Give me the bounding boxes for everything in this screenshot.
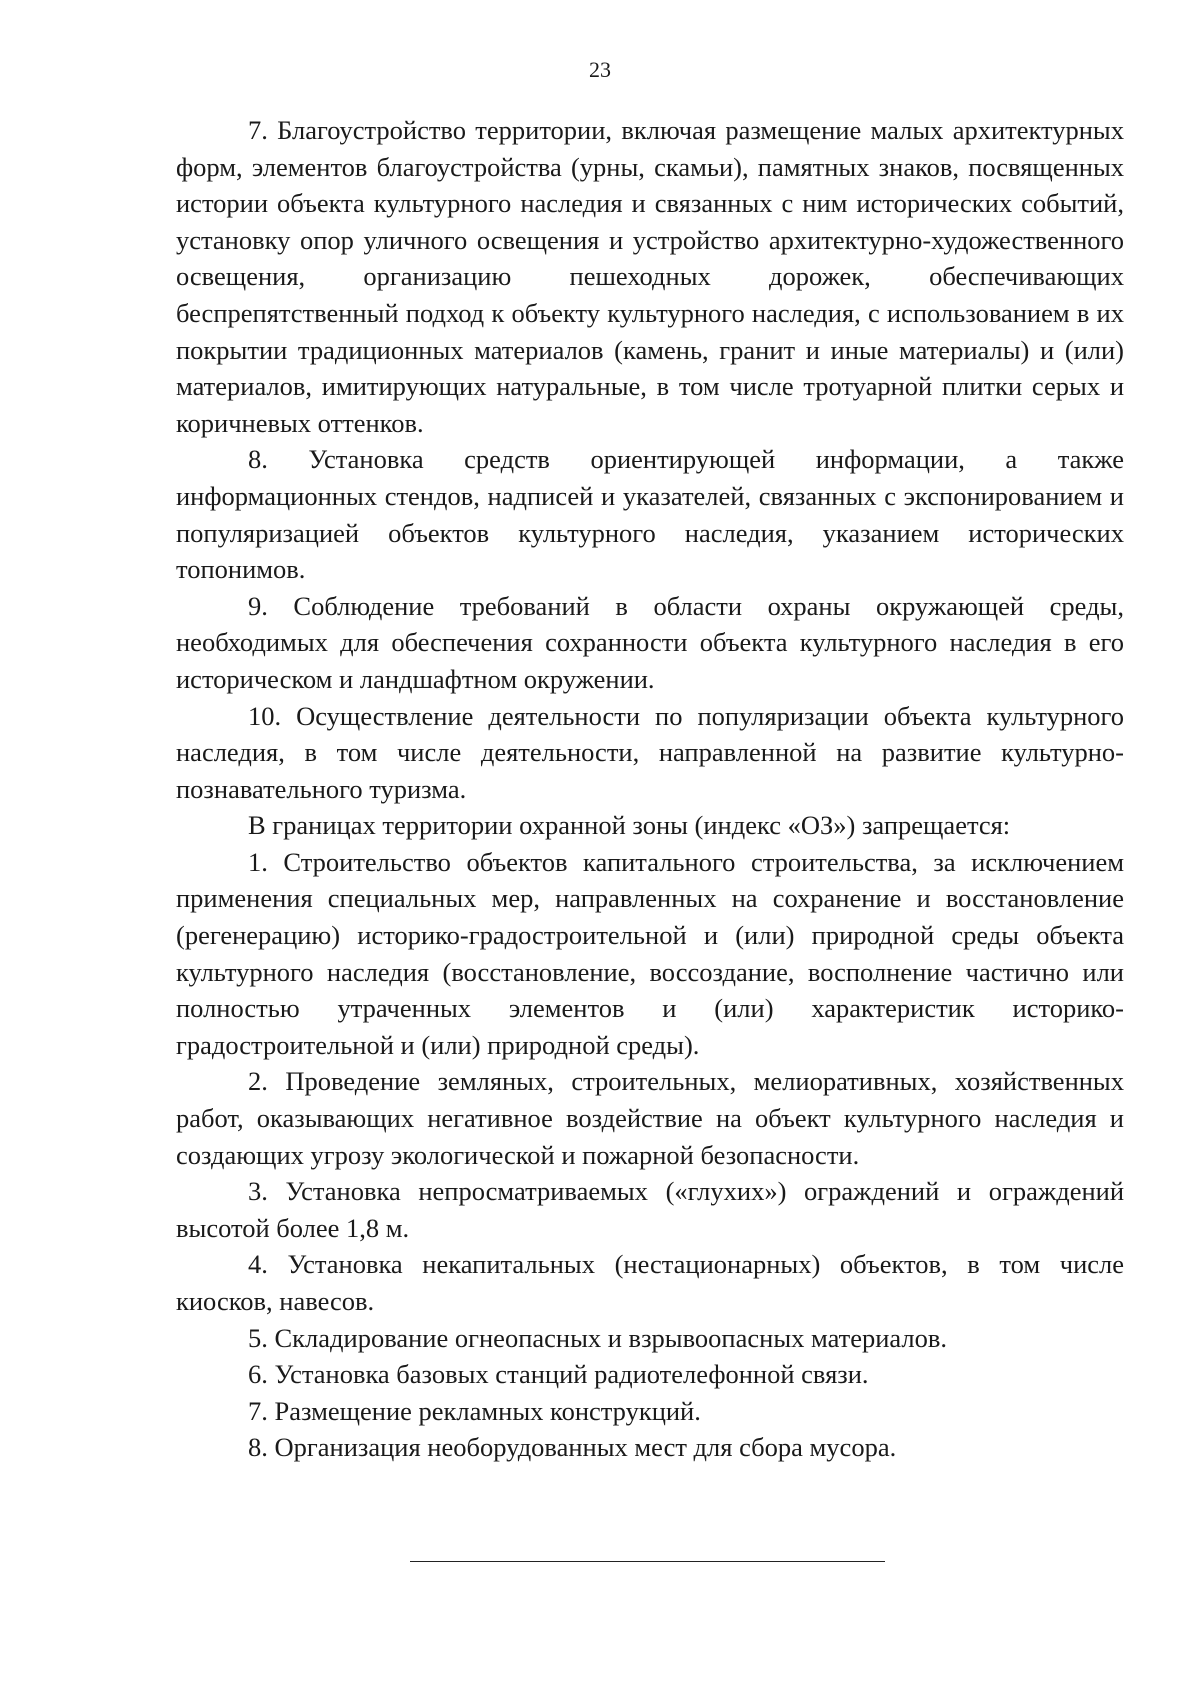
paragraph-prohibited-8: 8. Организация необорудованных мест для сбора мусора. (248, 1432, 897, 1463)
paragraph-prohibited-intro: В границах территории охранной зоны (индекс «ОЗ») запрещается: (248, 810, 1011, 841)
page-number: 23 (589, 57, 611, 82)
paragraph-item-7-landscaping: 7. Благоустройство территории, включая размещение малых архитектурных форм, элементов благоустройства (урны, скамьи), памятных знаков, посвященных истории объекта культурного наследия и связанных с ним исторических событий, установку опор уличного освещения и устройство архитектурно-художественного освещения, организацию пешеходных дорожек, обеспечивающих беспрепятственный подход к объекту культурного наследия, с использованием в их покрытии традиционных материалов (камень, гранит и иные материалы) и (или) материалов, имитирующих натуральные, в том числе тротуарной плитки серых и коричневых оттенков. (176, 115, 1124, 438)
paragraph-prohibited-3: 3. Установка непросматриваемых («глухих») ограждений и ограждений высотой более 1,8 м. (176, 1176, 1124, 1243)
paragraph-prohibited-1: 1. Строительство объектов капитального строительства, за исключением применения специальных мер, направленных на сохранение и восстановление (регенерацию) историко-градостроительной и (или) природной среды объекта культурного наследия (восстановление, воссоздание, восполнение частично или полностью утраченных элементов и (или) характеристик историко-градостроительной и (или) природной среды). (176, 846, 1124, 1060)
paragraph-item-10-popularization: 10. Осуществление деятельности по популяризации объекта культурного наследия, в том числе деятельности, направленной на развитие культурно-познавательного туризма. (176, 700, 1124, 804)
paragraph-prohibited-7: 7. Размещение рекламных конструкций. (248, 1395, 701, 1426)
paragraph-prohibited-4: 4. Установка некапитальных (нестационарных) объектов, в том числе киосков, навесов. (176, 1249, 1124, 1316)
paragraph-prohibited-5: 5. Складирование огнеопасных и взрывоопасных материалов. (248, 1322, 948, 1353)
paragraph-item-9-environment: 9. Соблюдение требований в области охраны окружающей среды, необходимых для обеспечения сохранности объекта культурного наследия в его историческом и ландшафтном окружении. (176, 590, 1124, 694)
footer-divider-line (410, 1561, 885, 1562)
paragraph-prohibited-2: 2. Проведение земляных, строительных, мелиоративных, хозяйственных работ, оказывающих негативное воздействие на объект культурного наследия и создающих угрозу экологической и пожарной безопасности. (176, 1066, 1124, 1170)
document-body (176, 112, 1124, 1466)
paragraph-prohibited-6: 6. Установка базовых станций радиотелефонной связи. (248, 1359, 869, 1390)
paragraph-item-8-orientation-info: 8. Установка средств ориентирующей информации, а также информационных стендов, надписей и указателей, связанных с экспонированием и популяризацией объектов культурного наследия, указанием исторических топонимов. (176, 444, 1124, 585)
